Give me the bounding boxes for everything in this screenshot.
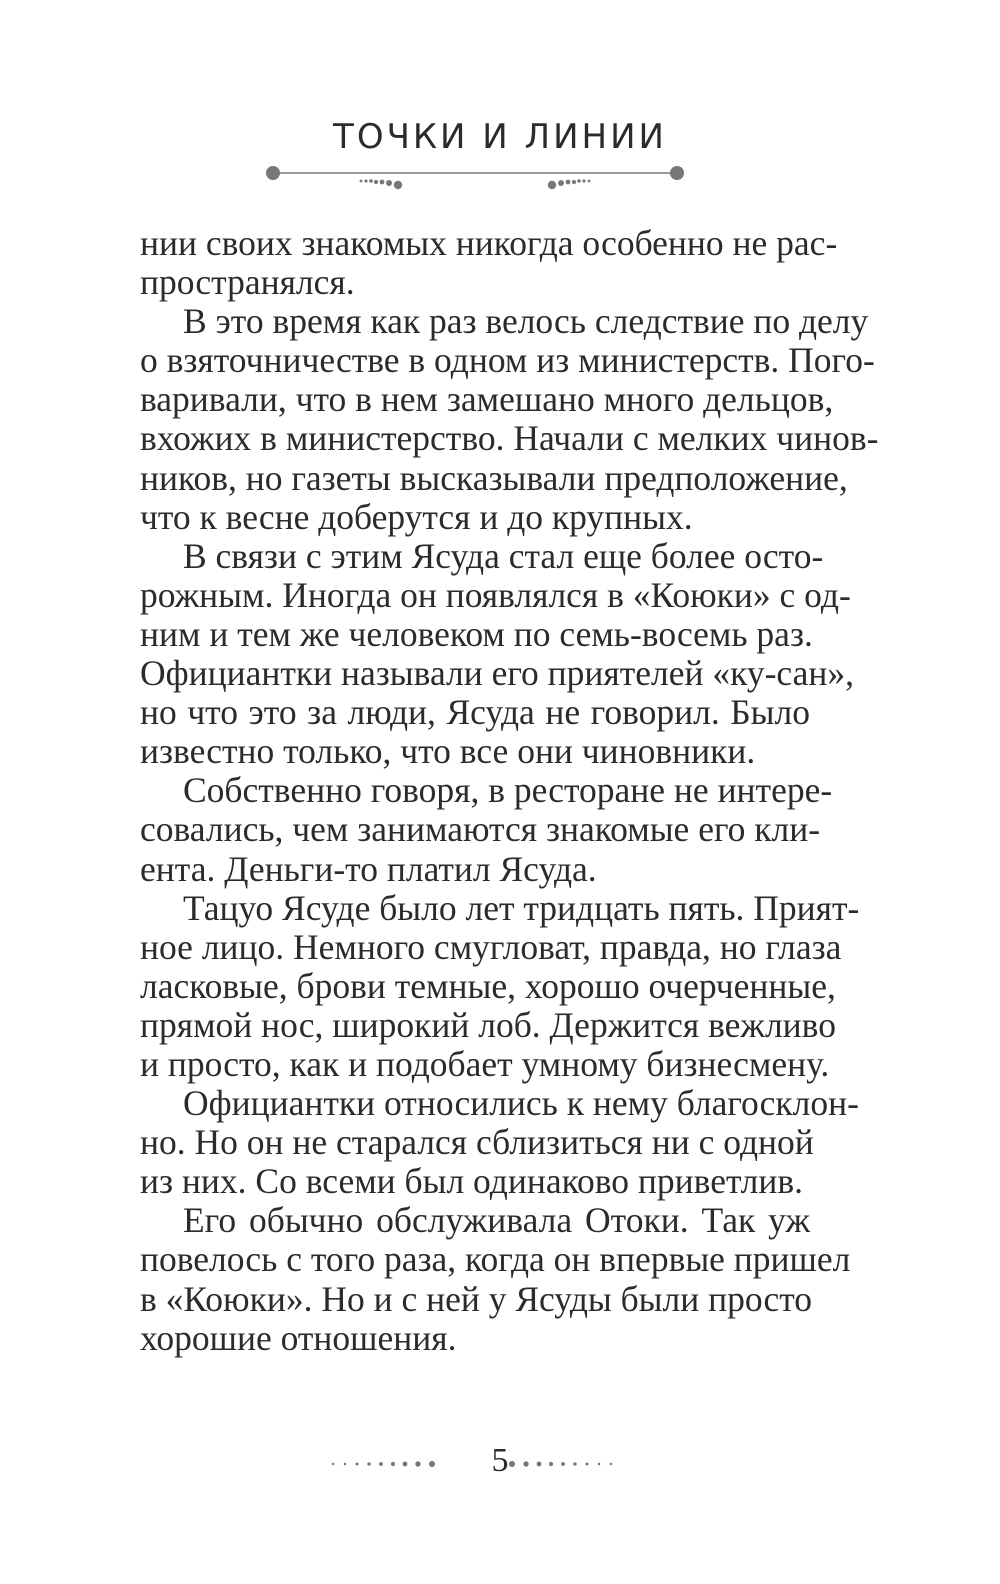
text-line: ента. Деньги-то платил Ясуда. — [140, 848, 597, 889]
text-line: прямой нос, широкий лоб. Держится вежливо — [140, 1004, 836, 1045]
text-line: известно только, что все они чиновники. — [140, 731, 756, 772]
text-line: вхожих в министерство. Начали с мелких чинов- — [140, 418, 879, 459]
body-text — [140, 223, 879, 1358]
paragraph-1 — [140, 223, 838, 303]
text-line: в «Коюки». Но и с ней у Ясуды были просто — [140, 1278, 813, 1319]
text-line: пространялся. — [140, 262, 355, 303]
paragraph-3 — [140, 535, 854, 772]
text-line: Официантки относились к нему благосклон- — [183, 1083, 859, 1124]
text-line: но что это за люди, Ясуда не говорил. Было — [140, 692, 810, 733]
text-line: из них. Со всеми был одинаково приветлив. — [140, 1161, 803, 1202]
text-line: хорошие отношения. — [140, 1317, 457, 1358]
text-line: В это время как раз велось следствие по делу — [183, 301, 869, 342]
text-line: Тацуо Ясуде было лет тридцать пять. Прият- — [183, 887, 860, 928]
paragraph-5 — [140, 887, 860, 1084]
paragraph-7 — [140, 1200, 851, 1358]
paragraph-6 — [140, 1083, 859, 1202]
text-line: повелось с того раза, когда он впервые пришел — [140, 1239, 851, 1280]
text-line: рожным. Иногда он появлялся в «Коюки» с од- — [140, 574, 851, 615]
text-line: о взяточничестве в одном из министерств. Пого- — [140, 340, 875, 381]
text-line: ное лицо. Немного смугловат, правда, но глаза — [140, 926, 842, 967]
text-line: ников, но газеты высказывали предположение, — [140, 457, 848, 498]
paragraph-4 — [140, 770, 833, 889]
text-line: Собственно говоря, в ресторане не интере- — [183, 770, 833, 811]
header-ornament — [260, 160, 690, 194]
text-line: что к весне доберутся и до крупных. — [140, 496, 693, 537]
text-line: ласковые, брови темные, хорошо очерченные, — [140, 965, 836, 1006]
running-title: ТОЧКИ И ЛИНИИ — [333, 117, 667, 157]
text-line: Официантки называли его приятелей «ку-сан», — [140, 653, 854, 694]
text-line: ним и тем же человеком по семь-восемь раз. — [140, 613, 813, 654]
page-footer — [0, 1436, 1000, 1486]
text-line: Его обычно обслуживала Отоки. Так уж — [183, 1200, 810, 1241]
text-line: нии своих знакомых никогда особенно не рас- — [140, 223, 838, 263]
text-line: варивали, что в нем замешано много дельцов, — [140, 379, 834, 420]
text-line: В связи с этим Ясуда стал еще более осто- — [183, 535, 824, 576]
text-line: и просто, как и подобает умному бизнесмену. — [140, 1043, 830, 1084]
text-line: но. Но он не старался сблизиться ни с одной — [140, 1122, 814, 1163]
paragraph-2 — [140, 301, 879, 537]
page-number: 5 — [491, 1442, 509, 1479]
text-line: совались, чем занимаются знакомые его кли- — [140, 809, 821, 850]
